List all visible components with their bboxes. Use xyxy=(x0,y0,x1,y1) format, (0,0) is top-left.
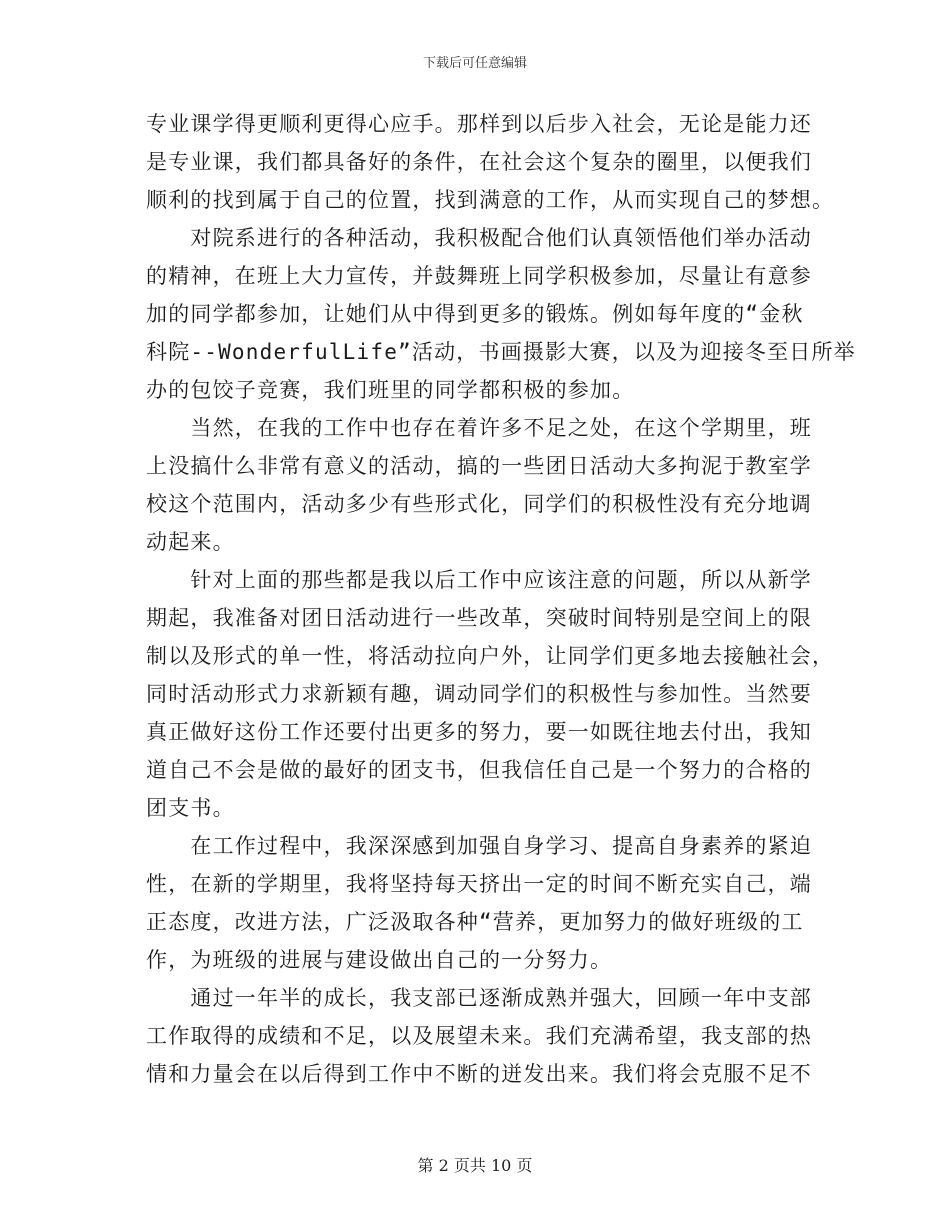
body-line: 办的包饺子竞赛，我们班里的同学都积极的参加。 xyxy=(146,378,635,402)
body-line: 是专业课，我们都具备好的条件，在社会这个复杂的圈里，以便我们 xyxy=(146,150,812,174)
body-line: 对院系进行的各种活动，我积极配合他们认真领悟他们举办活动 xyxy=(146,226,812,250)
body-line: 同时活动形式力求新颖有趣，调动同学们的积极性与参加性。当然要 xyxy=(146,682,812,706)
body-line: 制以及形式的单一性，将活动拉向户外，让同学们更多地去接触社会， xyxy=(146,644,835,668)
body-line: 的精神，在班上大力宣传，并鼓舞班上同学积极参加，尽量让有意参 xyxy=(146,264,812,288)
body-line: 真正做好这份工作还要付出更多的努力，要一如既往地去付出，我知 xyxy=(146,720,812,744)
page-header: 下载后可任意编辑 xyxy=(422,56,527,71)
body-line: 校这个范围内，活动多少有些形式化，同学们的积极性没有充分地调 xyxy=(146,492,812,516)
body-line: 加的同学都参加，让她们从中得到更多的锻炼。例如每年度的“金秋 xyxy=(146,302,804,326)
body-line: 团支书。 xyxy=(146,796,235,820)
body-line: 当然，在我的工作中也存在着许多不足之处，在这个学期里，班 xyxy=(146,416,812,440)
body-line: 动起来。 xyxy=(146,530,235,554)
body-line: 道自己不会是做的最好的团支书，但我信任自己是一个努力的合格的 xyxy=(146,758,812,782)
body-line: 针对上面的那些都是我以后工作中应该注意的问题，所以从新学 xyxy=(146,568,812,592)
body-line: 专业课学得更顺利更得心应手。那样到以后步入社会，无论是能力还 xyxy=(146,112,812,136)
body-line: 性，在新的学期里，我将坚持每天挤出一定的时间不断充实自己，端 xyxy=(146,872,812,896)
body-line: 正态度，改进方法，广泛汲取各种“营养，更加努力的做好班级的工 xyxy=(146,910,804,934)
body-line: 作，为班级的进展与建设做出自己的一分努力。 xyxy=(146,948,613,972)
page-footer: 第 2 页共 10 页 xyxy=(417,1156,533,1175)
body-line: 科院--WonderfulLife”活动，书画摄影大赛，以及为迎接冬至日所举 xyxy=(146,340,856,364)
body-line: 情和力量会在以后得到工作中不断的迸发出来。我们将会克服不足不 xyxy=(146,1062,812,1086)
body-line: 在工作过程中，我深深感到加强自身学习、提高自身素养的紧迫 xyxy=(146,834,812,858)
body-line: 上没搞什么非常有意义的活动，搞的一些团日活动大多拘泥于教室学 xyxy=(146,454,812,478)
body-line: 期起，我准备对团日活动进行一些改革，突破时间特别是空间上的限 xyxy=(146,606,812,630)
body-line: 工作取得的成绩和不足，以及展望未来。我们充满希望，我支部的热 xyxy=(146,1024,812,1048)
body-line: 通过一年半的成长，我支部已逐渐成熟并强大，回顾一年中支部 xyxy=(146,986,812,1010)
body-line: 顺利的找到属于自己的位置，找到满意的工作，从而实现自己的梦想。 xyxy=(146,188,835,212)
document-body xyxy=(146,105,856,1093)
